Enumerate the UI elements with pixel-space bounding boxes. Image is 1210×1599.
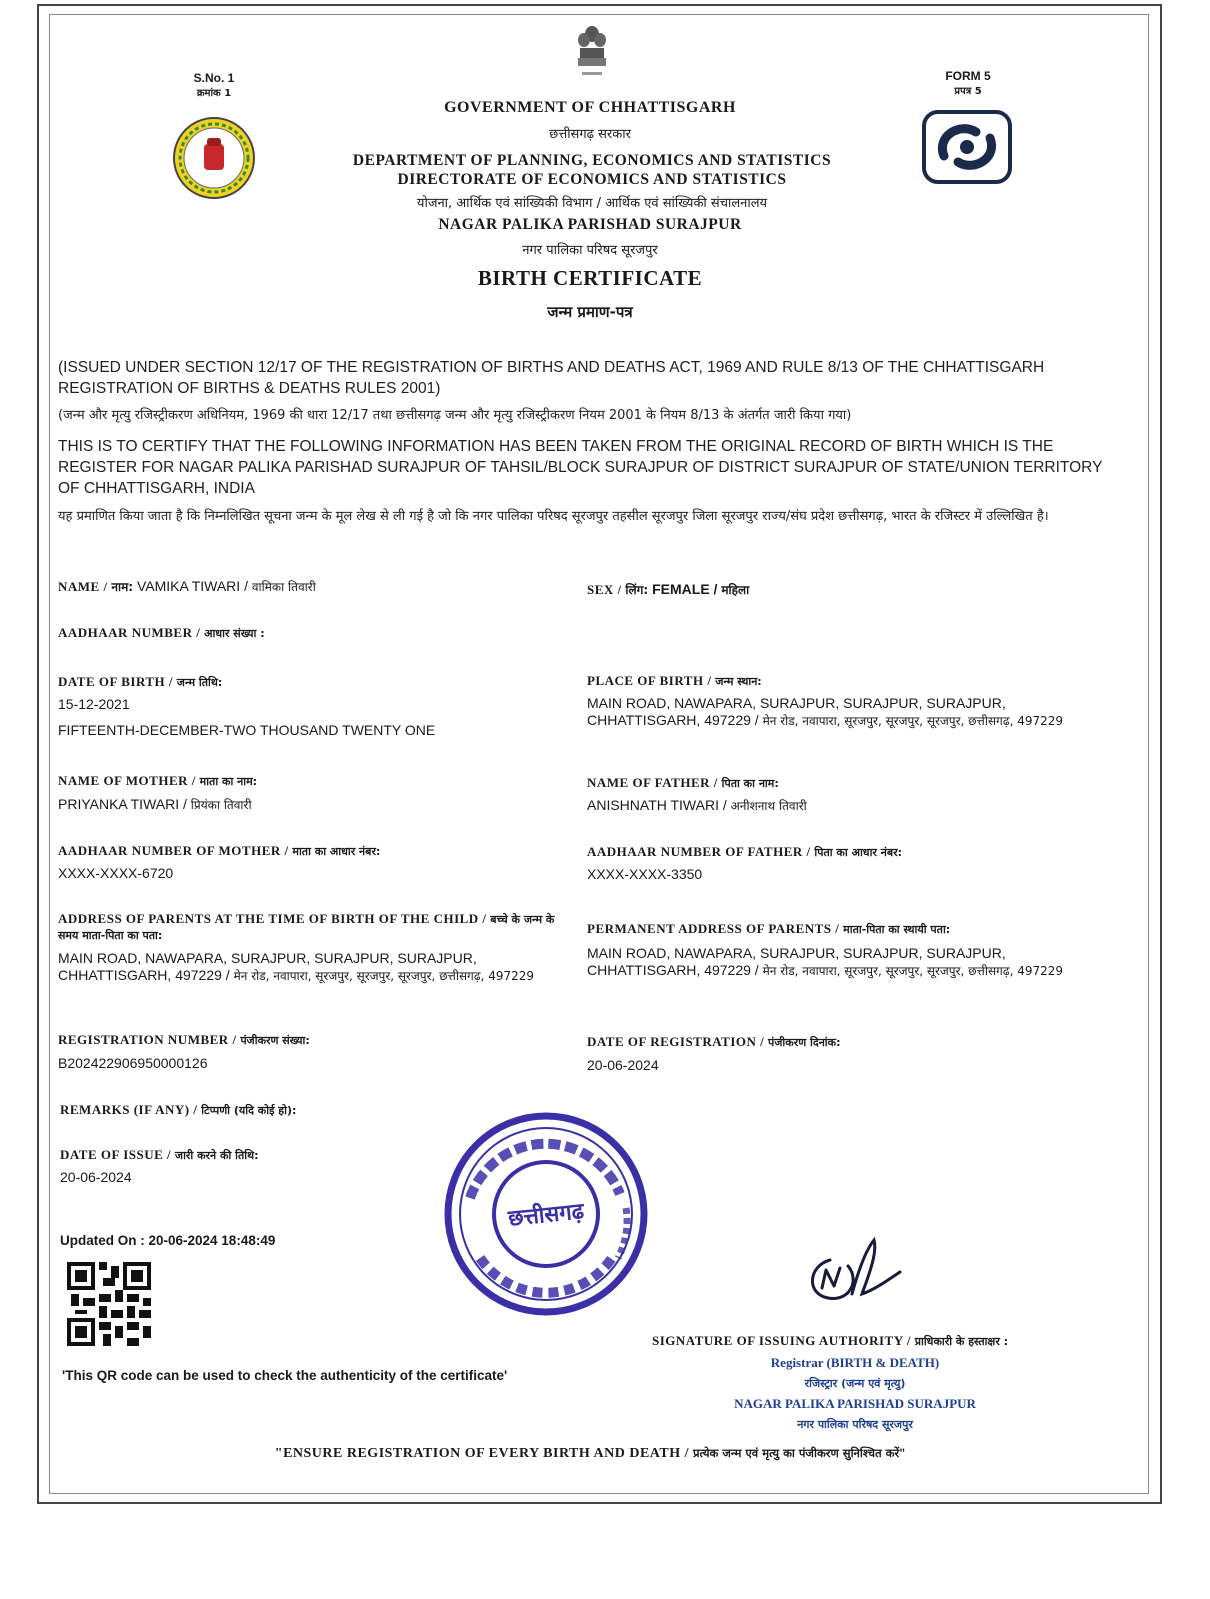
serial-number-hindi: क्रमांक 1 xyxy=(196,88,232,99)
directorate-title: DIRECTORATE OF ECONOMICS AND STATISTICS xyxy=(397,171,787,188)
mother-name-value: PRIYANKA TIWARI / प्रियंका तिवारी xyxy=(58,796,252,812)
issued-under-text-hindi: (जन्म और मृत्यु रजिस्ट्रीकरण अधिनियम, 1969 की धारा 12/17 तथा छत्तीसगढ़ जन्म और मृत्यु रजिस्ट्रीकरण नियम 2001 के नियम 8/13 के अंतर्गत जारी किया गया) xyxy=(58,408,852,423)
department-title: DEPARTMENT OF PLANNING, ECONOMICS AND STATISTICS xyxy=(352,152,832,169)
department-logo-icon xyxy=(922,110,1012,184)
form-number: FORM 5 xyxy=(945,69,991,83)
pob-label: PLACE OF BIRTH / जन्म स्थान: xyxy=(587,673,762,688)
svg-text:छत्तीसगढ़: छत्तीसगढ़ xyxy=(507,1199,586,1232)
mother-name-label: NAME OF MOTHER / माता का नाम: xyxy=(58,773,258,788)
child-name-field: NAME / नाम: VAMIKA TIWARI / वामिका तिवारी xyxy=(58,578,316,594)
dob-label: DATE OF BIRTH / जन्म तिथि: xyxy=(58,674,223,689)
qr-authenticity-note: 'This QR code can be used to check the authenticity of the certificate' xyxy=(62,1368,508,1383)
official-seal-stamp xyxy=(440,1108,652,1320)
registrar-signature xyxy=(800,1232,910,1308)
address-at-birth-label: ADDRESS OF PARENTS AT THE TIME OF BIRTH OF THE CHILD / बच्चे के जन्म के समय माता-पिता का पता: xyxy=(58,911,555,942)
serial-number: S.No. 1 xyxy=(193,71,235,85)
chhattisgarh-logo-icon xyxy=(172,116,256,200)
certificate-title-hindi: जन्म प्रमाण-पत्र xyxy=(547,303,633,321)
registrar-office-hindi: नगर पालिका परिषद सूरजपुर xyxy=(797,1418,913,1431)
registration-number-value: B2024229069500001​26 xyxy=(58,1055,208,1071)
national-emblem-icon xyxy=(572,22,612,82)
registration-date-label: DATE OF REGISTRATION / पंजीकरण दिनांक: xyxy=(587,1034,841,1049)
permanent-address-label: PERMANENT ADDRESS OF PARENTS / माता-पिता का स्थायी पता: xyxy=(587,921,951,936)
remarks-label: REMARKS (IF ANY) / टिप्पणी (यदि कोई हो): xyxy=(60,1102,297,1117)
registrar-office: NAGAR PALIKA PARISHAD SURAJPUR xyxy=(734,1396,976,1411)
dob-in-words: FIFTEENTH-DECEMBER-TWO THOUSAND TWENTY ONE xyxy=(58,722,436,738)
government-title: GOVERNMENT OF CHHATTISGARH xyxy=(444,99,736,116)
issue-date-label: DATE OF ISSUE / जारी करने की तिथि: xyxy=(60,1147,259,1162)
registrar-title: Registrar (BIRTH & DEATH) xyxy=(770,1355,940,1370)
aadhaar-number-label: AADHAAR NUMBER / आधार संख्या : xyxy=(58,625,265,640)
issuing-body-hindi: नगर पालिका परिषद सूरजपुर xyxy=(522,243,658,258)
father-aadhaar-value: XXXX-XXXX-3350 xyxy=(587,866,703,882)
father-aadhaar-label: AADHAAR NUMBER OF FATHER / पिता का आधार नंबर: xyxy=(587,844,903,859)
certificate-title: BIRTH CERTIFICATE xyxy=(477,266,703,290)
sex-field: SEX / लिंग: FEMALE / महिला xyxy=(587,581,750,597)
issuing-body: NAGAR PALIKA PARISHAD SURAJPUR xyxy=(438,216,742,233)
signature-authority-label: SIGNATURE OF ISSUING AUTHORITY / प्राधिकारी के हस्ताक्षर : xyxy=(652,1333,1009,1348)
form-number-hindi: प्रपत्र 5 xyxy=(954,86,982,97)
updated-on: Updated On : 20-06-2024 18:48:49 xyxy=(60,1233,276,1248)
mother-aadhaar-value: XXXX-XXXX-6720 xyxy=(58,865,174,881)
registrar-title-hindi: रजिस्ट्रार (जन्म एवं मृत्यु) xyxy=(804,1377,906,1390)
issued-under-text: (ISSUED UNDER SECTION 12/17 OF THE REGISTRATION OF BIRTHS AND DEATHS ACT, 1969 AND RULE 8/13 OF THE CHHATTISGARH REGISTRATION OF BIRTHS & DEATHS RULES 2001) xyxy=(58,359,1045,397)
dob-value: 15-12-2021 xyxy=(58,696,130,712)
registration-number-label: REGISTRATION NUMBER / पंजीकरण संख्या: xyxy=(58,1032,310,1047)
certify-statement-hindi: यह प्रमाणित किया जाता है कि निम्नलिखित सूचना जन्म के मूल लेख से ली गई है जो कि नगर पालिका परिषद सूरजपुर तहसील सूरजपुर जिला सूरजपुर राज्य/संघ प्रदेश छत्तीसगढ़, भारत के रजिस्टर में उल्लिखित है। xyxy=(58,509,1049,524)
address-at-birth-value: MAIN ROAD, NAWAPARA, SURAJPUR, SURAJPUR, SURAJPUR, CHHATTISGARH, 497229 / मेन रोड, नवापारा, सूरजपुर, सूरजपुर, सूरजपुर, छत्तीसगढ़, 497229 xyxy=(58,950,535,983)
father-name-value: ANISHNATH TIWARI / अनीशनाथ तिवारी xyxy=(587,797,807,813)
qr-code xyxy=(67,1262,151,1346)
pob-value: MAIN ROAD, NAWAPARA, SURAJPUR, SURAJPUR, SURAJPUR, CHHATTISGARH, 497229 / मेन रोड, नवापारा, सूरजपुर, सूरजपुर, सूरजपुर, छत्तीसगढ़, 497229 xyxy=(587,695,1064,728)
mother-aadhaar-label: AADHAAR NUMBER OF MOTHER / माता का आधार नंबर: xyxy=(58,843,381,858)
department-title-hindi: योजना, आर्थिक एवं सांख्यिकी विभाग / आर्थिक एवं सांख्यिकी संचालनालय xyxy=(416,196,768,211)
permanent-address-value: MAIN ROAD, NAWAPARA, SURAJPUR, SURAJPUR, SURAJPUR, CHHATTISGARH, 497229 / मेन रोड, नवापारा, सूरजपुर, सूरजपुर, सूरजपुर, छत्तीसगढ़, 497229 xyxy=(587,945,1064,978)
registration-date-value: 20-06-2024 xyxy=(587,1057,659,1073)
registration-slogan: "ENSURE REGISTRATION OF EVERY BIRTH AND DEATH / प्रत्येक जन्म एवं मृत्यु का पंजीकरण सुनिश्चित करें" xyxy=(274,1446,906,1461)
certify-statement: THIS IS TO CERTIFY THAT THE FOLLOWING INFORMATION HAS BEEN TAKEN FROM THE ORIGINAL RECORD OF BIRTH WHICH IS THE REGISTER FOR NAGAR PALIKA PARISHAD SURAJPUR OF TAHSIL/BLOCK SURAJPUR OF DISTRICT SURAJPUR OF STATE/UNION TERRITORY OF CHHATTISGARH, INDIA xyxy=(58,438,1103,497)
government-title-hindi: छत्तीसगढ़ सरकार xyxy=(549,127,631,142)
father-name-label: NAME OF FATHER / पिता का नाम: xyxy=(587,775,779,790)
issue-date-value: 20-06-2024 xyxy=(60,1169,132,1185)
